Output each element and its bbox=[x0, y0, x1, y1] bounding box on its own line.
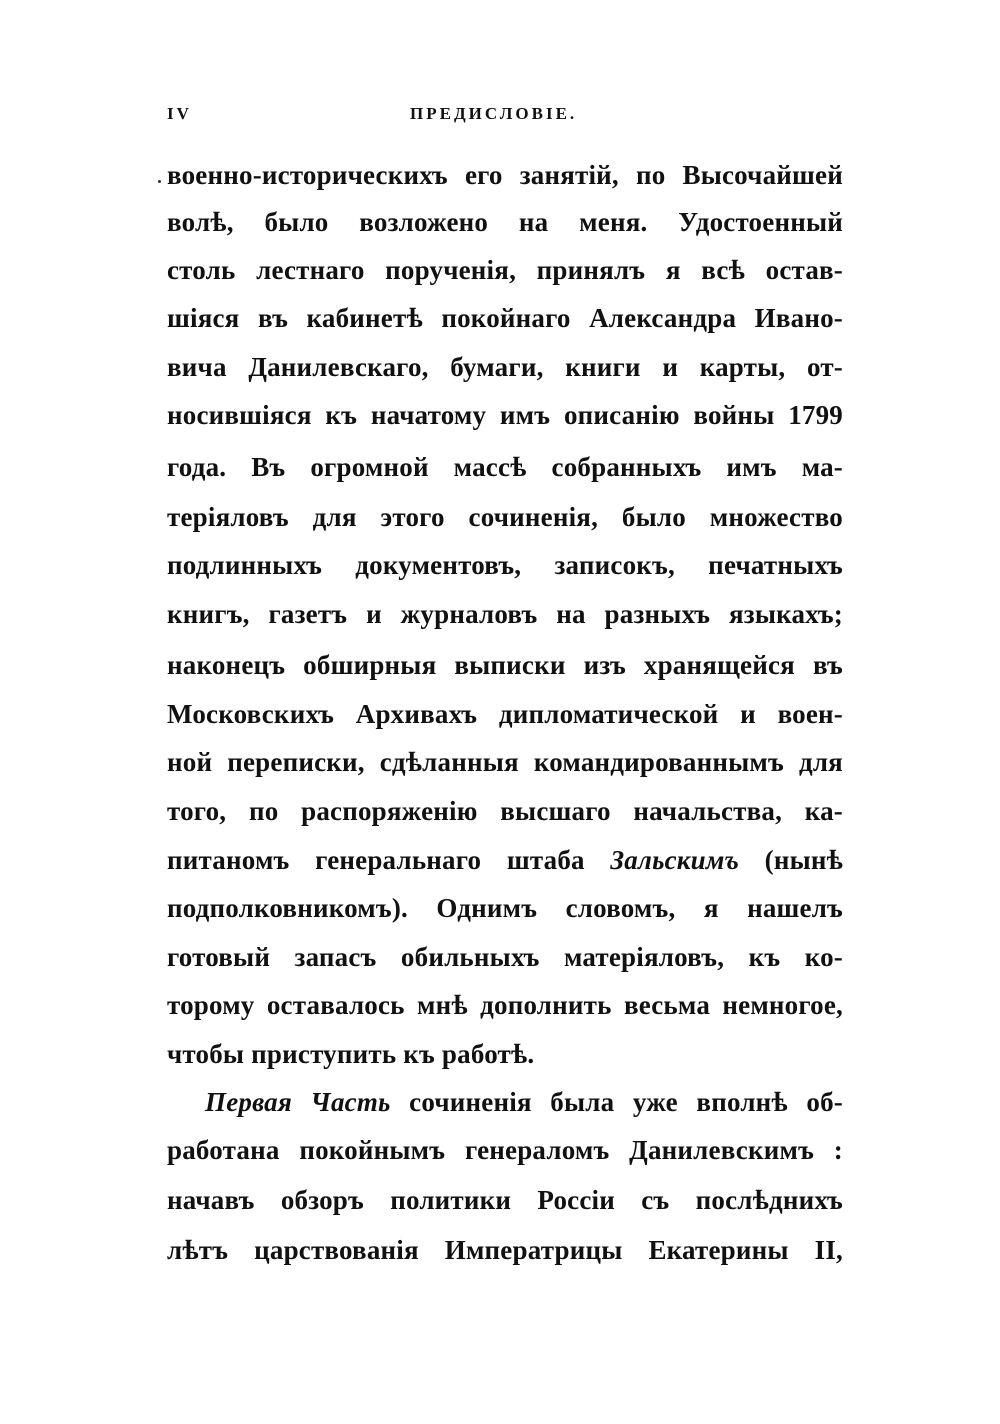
text-line: лѣтъ царствованія Императрицы Екатерины II, bbox=[167, 1235, 843, 1265]
text-segment: сочиненія была уже вполнѣ об- bbox=[409, 1087, 843, 1117]
text-line: носившіяся къ начатому имъ описанію войны 1799 bbox=[167, 400, 843, 430]
text-line: столь лестнаго порученія, принялъ я всѣ остав- bbox=[167, 255, 843, 285]
text-line: готовый запасъ обильныхъ матеріяловъ, къ ко- bbox=[167, 942, 843, 972]
text-line: ной переписки, сдѣланныя командированнымъ для bbox=[167, 747, 843, 777]
text-line: чтобы приступить къ работѣ. bbox=[167, 1039, 535, 1069]
text-line: Московскихъ Архивахъ дипломатической и воен- bbox=[167, 699, 843, 729]
text-line: торому оставалось мнѣ дополнить весьма немногое, bbox=[167, 990, 843, 1020]
text-line: шіяся въ кабинетѣ покойнаго Александра Ивано- bbox=[167, 303, 843, 333]
italic-lead: Первая Часть bbox=[205, 1087, 391, 1117]
text-segment: питаномъ генеральнаго штаба bbox=[167, 845, 585, 875]
text-line: теріяловъ для этого сочиненія, было множество bbox=[167, 502, 843, 532]
text-line: вича Данилевскаго, бумаги, книги и карты, от- bbox=[167, 352, 843, 382]
text-line: волѣ, было возложено на меня. Удостоенный bbox=[167, 207, 843, 237]
running-title: ПРЕДИСЛОВІЕ. bbox=[410, 104, 578, 123]
text-segment: (нынѣ bbox=[764, 845, 844, 875]
running-head bbox=[167, 104, 843, 128]
text-line: военно-историческихъ его занятій, по Высочайшей bbox=[167, 160, 843, 190]
text-line: подлинныхъ документовъ, записокъ, печатныхъ bbox=[167, 550, 843, 580]
text-line: начавъ обзоръ политики Россіи съ послѣднихъ bbox=[167, 1185, 843, 1215]
print-speck bbox=[158, 180, 161, 183]
page-number: IV bbox=[167, 104, 192, 123]
text-line: того, по распоряженію высшаго начальства, ка- bbox=[167, 796, 843, 826]
text-line: работана покойнымъ генераломъ Данилевскимъ : bbox=[167, 1135, 843, 1165]
text-line bbox=[167, 840, 843, 880]
italic-name: Зальскимъ bbox=[610, 845, 740, 875]
text-line: подполковникомъ). Однимъ словомъ, я нашелъ bbox=[167, 893, 843, 923]
text-line: года. Въ огромной массѣ собранныхъ имъ ма- bbox=[167, 452, 843, 482]
text-line: наконецъ обширныя выписки изъ хранящейся въ bbox=[167, 650, 843, 680]
paragraph-opening-line bbox=[205, 1082, 843, 1122]
text-line: книгъ, газетъ и журналовъ на разныхъ языкахъ; bbox=[167, 599, 843, 629]
